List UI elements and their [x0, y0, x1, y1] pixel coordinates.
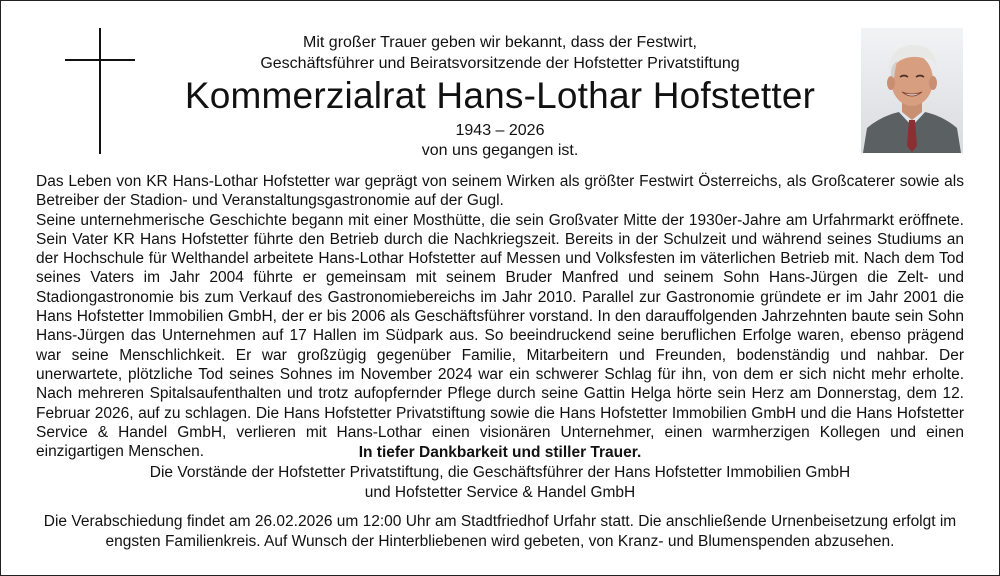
cross-horizontal-bar: [65, 59, 135, 61]
portrait-illustration: [861, 28, 963, 153]
deceased-name: Kommerzialrat Hans-Lothar Hofstetter: [184, 75, 816, 116]
farewell-line-2: engsten Familienkreis. Auf Wunsch der Hinterbliebenen wird gebeten, von Kranz- und Blumenspenden abzusehen.: [105, 533, 895, 550]
passed-away-text: von uns gegangen ist.: [421, 142, 579, 159]
thanks-block: [100, 443, 900, 503]
farewell-notice: [40, 512, 960, 552]
farewell-line-1: Die Verabschiedung findet am 26.02.2026 um 12:00 Uhr am Stadtfriedhof Urfahr statt. Die anschließende Urnenbeisetzung erfolgt im: [43, 513, 957, 530]
thanks-line-1: Die Vorstände der Hofstetter Privatstiftung, die Geschäftsführer der Hans Hofstetter Immobilien GmbH: [149, 464, 851, 481]
cross-vertical-bar: [99, 28, 101, 154]
thanks-heading: In tiefer Dankbarkeit und stiller Trauer.: [358, 444, 642, 461]
biography-paragraph-2: Seine unternehmerische Geschichte begann mit einer Mosthütte, die sein Großvater Mitte der 1930er-Jahre am Urfahrmarkt eröffnete. Sein Vater KR Hans Hofstetter führte den Betrieb durch die Nachkriegszeit. Bereits in der Schulzeit und während seines Studiums an der Hochschule für Welthandel arbeitete Hans-Lothar Hofstetter auf Messen und Volksfesten im väterlichen Betrieb mit. Nach dem Tod seines Vaters im Jahr 2004 führte er gemeinsam mit seinem Bruder Manfred und seinem Sohn Hans-Jürgen die Zelt- und Stadiongastronomie bis zum Verkauf des Gastronomiebereichs im Jahr 2010. Parallel zur Gastronomie gründete er im Jahr 2001 die Hans Hofstetter Immobilien GmbH, der er bis 2006 als Geschäftsführer vorstand. In den darauffolgenden Jahrzehnten baute sein Sohn Hans-Jürgen das Unternehmen auf 17 Hallen im Südpark aus. So beeindruckend seine beruflichen Erfolge waren, ebenso prägend war seine Menschlichkeit. Er war großzügig gegenüber Familie, Mitarbeitern und Freunden, bodenständig und nahbar. Der unerwartete, plötzliche Tod seines Sohnes im November 2024 war ein schwerer Schlag für ihn, von dem er sich nicht mehr erholte. Nach mehreren Spitalsaufenthalten und trotz aufopfernder Pflege durch seine Gattin Helga hörte sein Herz am Donnerstag, dem 12. Februar 2026, auf zu schlagen. Die Hans Hofstetter Privatstiftung sowie die Hans Hofstetter Immobilien GmbH und die Hans Hofstetter Service & Handel GmbH, verlieren mit Hans-Lothar einen visionären Unternehmer, einen warmherzigen Kollegen und einen einzigartigen Menschen.: [36, 211, 964, 461]
intro-line-1: Mit großer Trauer geben wir bekannt, dass der Festwirt,: [303, 34, 697, 51]
portrait-photo: [861, 28, 963, 153]
thanks-line-2: und Hofstetter Service & Handel GmbH: [364, 484, 636, 501]
biography-text: [36, 172, 964, 461]
intro-line-2: Geschäftsführer und Beiratsvorsitzende der Hofstetter Privatstiftung: [260, 55, 740, 72]
biography-paragraph-1: Das Leben von KR Hans-Lothar Hofstetter war geprägt von seinem Wirken als größter Festwirt Österreichs, als Großcaterer sowie als Betreiber der Stadion- und Veranstaltungsgastronomie auf der Gugl.: [36, 173, 964, 210]
intro-text: [200, 32, 800, 74]
life-years: 1943 – 2026: [455, 122, 545, 139]
